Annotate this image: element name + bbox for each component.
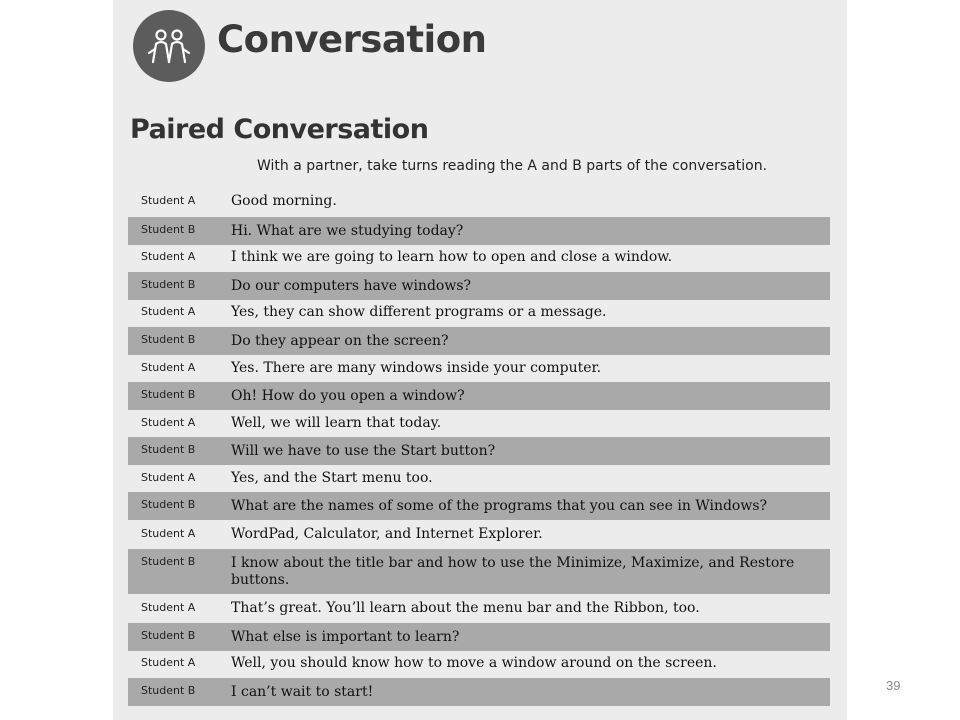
conversation-row bbox=[128, 521, 830, 548]
conversation-line: Oh! How do you open a window? bbox=[231, 387, 465, 404]
conversation-row bbox=[128, 244, 830, 271]
conversation-row bbox=[128, 623, 830, 651]
speaker-label: Student A bbox=[141, 656, 196, 669]
conversation-row bbox=[128, 382, 830, 410]
speaker-label: Student B bbox=[141, 555, 196, 568]
conversation-row bbox=[128, 410, 830, 437]
conversation-line: What are the names of some of the programs that you can see in Windows? bbox=[231, 497, 768, 514]
conversation-row bbox=[128, 299, 830, 326]
conversation-row bbox=[128, 595, 830, 622]
conversation-row bbox=[128, 465, 830, 492]
conversation-line: I think we are going to learn how to open and close a window. bbox=[231, 249, 673, 265]
speaker-label: Student A bbox=[141, 194, 196, 207]
conversation-line: Good morning. bbox=[231, 193, 337, 209]
conversation-line: I can’t wait to start! bbox=[231, 683, 374, 700]
conversation-row bbox=[128, 355, 830, 382]
speaker-label: Student B bbox=[141, 684, 196, 697]
conversation-row bbox=[128, 492, 830, 520]
conversation-line: Will we have to use the Start button? bbox=[231, 442, 496, 459]
conversation-row bbox=[128, 272, 830, 300]
section-title: Paired Conversation bbox=[130, 114, 429, 145]
speaker-label: Student B bbox=[141, 388, 196, 401]
conversation-row bbox=[128, 327, 830, 355]
speaker-label: Student A bbox=[141, 601, 196, 614]
speaker-label: Student A bbox=[141, 361, 196, 374]
conversation-line: WordPad, Calculator, and Internet Explorer. bbox=[231, 526, 543, 542]
instructions: With a partner, take turns reading the A and B parts of the conversation. bbox=[257, 158, 768, 174]
speaker-label: Student B bbox=[141, 629, 196, 642]
conversation-line: What else is important to learn? bbox=[231, 628, 460, 645]
conversation-row bbox=[128, 437, 830, 465]
conversation-line: Yes. There are many windows inside your computer. bbox=[231, 360, 602, 376]
speaker-label: Student B bbox=[141, 498, 196, 511]
speaker-label: Student B bbox=[141, 223, 196, 236]
conversation-line: Yes, and the Start menu too. bbox=[231, 470, 433, 486]
speaker-label: Student A bbox=[141, 305, 196, 318]
conversation-line: Well, we will learn that today. bbox=[231, 415, 442, 431]
textbook-page bbox=[113, 0, 847, 720]
conversation-row bbox=[128, 650, 830, 677]
speaker-label: Student B bbox=[141, 278, 196, 291]
conversation-line: Do our computers have windows? bbox=[231, 277, 472, 294]
speaker-label: Student A bbox=[141, 250, 196, 263]
speaker-label: Student A bbox=[141, 416, 196, 429]
conversation-line: Do they appear on the screen? bbox=[231, 332, 449, 349]
conversation-line: Hi. What are we studying today? bbox=[231, 222, 464, 239]
conversation-row bbox=[128, 188, 830, 215]
page-header-title: Conversation bbox=[217, 18, 487, 61]
conversation-line: That’s great. You’ll learn about the menu bar and the Ribbon, too. bbox=[231, 600, 700, 616]
conversation-line: Yes, they can show different programs or a message. bbox=[231, 304, 607, 320]
speaker-label: Student B bbox=[141, 333, 196, 346]
people-talking-icon bbox=[133, 10, 205, 82]
speaker-label: Student A bbox=[141, 471, 196, 484]
conversation-line: I know about the title bar and how to use the Minimize, Maximize, and Restore buttons. bbox=[231, 554, 795, 588]
conversation-row bbox=[128, 217, 830, 245]
conversation-row bbox=[128, 678, 830, 706]
speaker-label: Student A bbox=[141, 527, 196, 540]
conversation-row bbox=[128, 549, 830, 594]
page-number: 39 bbox=[886, 678, 901, 693]
conversation-line: Well, you should know how to move a window around on the screen. bbox=[231, 655, 717, 671]
speaker-label: Student B bbox=[141, 443, 196, 456]
